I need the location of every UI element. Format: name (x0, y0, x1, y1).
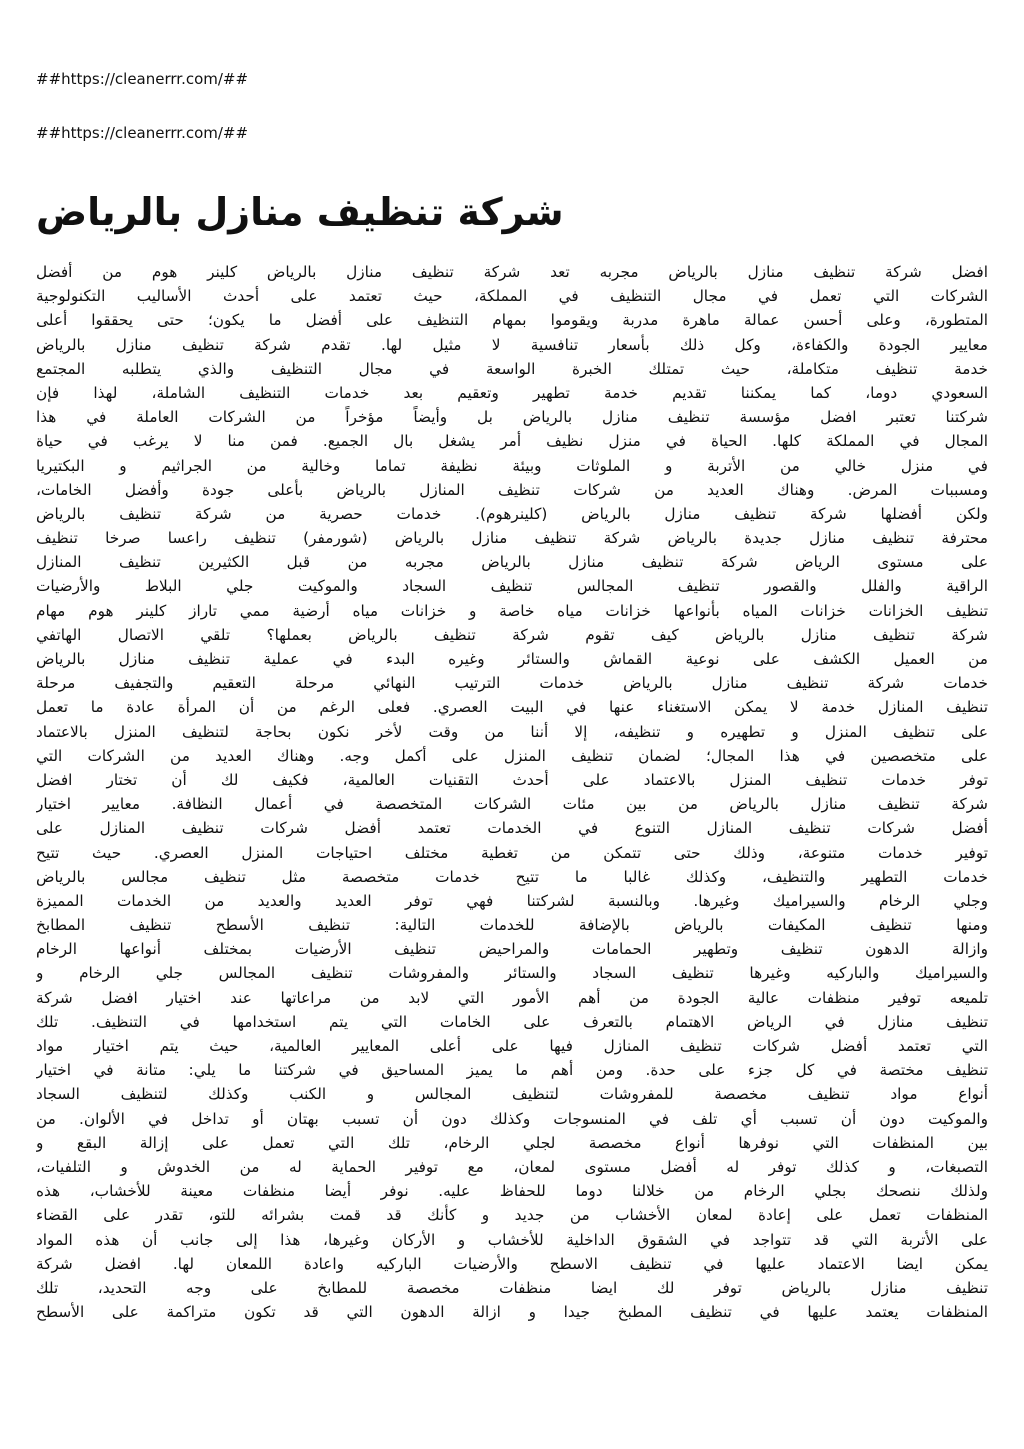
paragraph-line: ومسببات المرض. وهناك العديد من شركات تنظيف المنازل بالرياض بأعلى جودة وأفضل الخامات، (36, 480, 988, 499)
paragraph-line: شركة تنظيف منازل بالرياض من بين مئات الشركات المتخصصة في أعمال النظافة. معايير اختيار (36, 795, 988, 814)
paragraph-line: ولكن أفضلها شركة تنظيف منازل بالرياض (كلينرهوم). خدمات حصرية من شركة تنظيف بالرياض (36, 504, 988, 523)
paragraph-line: توفر خدمات تنظيف المنزل بالاعتماد على أحدث التقنيات العالمية، فكيف لك أن تختار افضل (36, 770, 988, 789)
paragraph-line: على متخصصين في هذا المجال؛ لضمان تنظيف المنزل على أكمل وجه. وهناك العديد من الشركات التي (36, 746, 988, 765)
paragraph-line: الشركات التي تعمل في مجال التنظيف في المملكة، حيث تعتمد على أحدث الأساليب التكنولوجية (36, 287, 988, 306)
paragraph-line: على مستوى الرياض شركة تنظيف منازل بالرياض مجربه من قبل الكثيرين تنظيف المنازل (36, 553, 988, 572)
paragraph-line: محترفة تنظيف منازل جديدة بالرياض شركة تنظيف منازل بالرياض (شورمفر) تنظيف راعسا صرخا تنظيف (36, 529, 988, 548)
paragraph-line: الراقية والفلل والقصور تنظيف المجالس تنظيف السجاد والموكيت جلي البلاط والأرضيات (36, 577, 988, 596)
paragraph-line: على الأتربة التي قد تتواجد في الشقوق الداخلية للأخشاب و الأركان وغيرها، هذا إلى جانب أن هذه المواد (36, 1230, 988, 1249)
paragraph-line: خدمات التطهير والتنظيف، وكذلك غالبا ما تتيح خدمات متخصصة مثل تنظيف مجالس بالرياض (36, 867, 988, 886)
paragraph-line: المنظفات تعمل على إعادة لمعان الأخشاب من جديد و كأنك قد قمت بشرائه للتو، تقدر على القضاء (36, 1206, 988, 1225)
article-title: شركة تنظيف منازل بالرياض (36, 190, 564, 234)
paragraph-line: يمكن ايضا الاعتماد عليها في تنظيف الاسطح والأرضيات الباركيه واعادة اللمعان لها. افضل شركة (36, 1254, 988, 1273)
paragraph-line: شركة تنظيف منازل بالرياض كيف تقوم شركة تنظيف بالرياض بعملها؟ تلقي الاتصال الهاتفي (36, 625, 988, 644)
paragraph-line: تنظيف المنازل خدمة لا يمكن الاستغناء عنها في البيت العصري. فعلى الرغم من أن المرأة عادة ما تعمل (36, 698, 988, 717)
paragraph-line: افضل شركة تنظيف منازل بالرياض مجربه تعد شركة تنظيف منازل بالرياض كلينر هوم من أفضل (36, 263, 988, 281)
paragraph-line: على تنظيف المنزل و تطهيره و تنظيفه، إلا أننا من وقت لأخر نكون بحاجة لتنظيف المنزل بالاعتماد (36, 722, 988, 741)
paragraph-line: السعودي دوما، كما يمكننا تقديم خدمة تطهير وتعقيم بعد خدمات التنظيف الشاملة، لهذا فإن (36, 383, 988, 402)
paragraph-line: من العميل الكشف على نوعية القماش والستائر وغيره البدء في عملية تنظيف منازل بالرياض (36, 650, 988, 668)
paragraph-line: خدمة تنظيف متكاملة، حيث تمتلك الخبرة الواسعة في مجال التنظيف والذي يتطلبه المجتمع (36, 359, 988, 378)
paragraph-line: وجلي الرخام والسيراميك وغيرها. وبالنسبة لشركتنا فهي توفر العديد والعديد من الخدمات المميزة (36, 891, 988, 910)
paragraph-line: تنظيف منازل بالرياض توفر لك ايضا منظفات مخصصة للمطابخ على وجه التحديد، تلك (36, 1278, 988, 1297)
paragraph-line: ولذلك ننصحك بجلي الرخام من خلالنا دوما للحفاظ عليه. نوفر أيضا منظفات معينة للأخشاب، هذه (36, 1182, 988, 1201)
paragraph-line: تنظيف منازل في الرياض الاهتمام بالتعرف على الخامات التي يتم استخدامها في التنظيف. تلك (36, 1012, 988, 1031)
paragraph-line: تلميعه توفير منظفات عالية الجودة من أهم الأمور التي لابد من مراعاتها عند اختيار افضل شركة (36, 988, 988, 1007)
paragraph-line: في منزل خالي من الأتربة و الملوثات وبيئة نظيفة تماما وخالية من الجراثيم و البكتيريا (36, 456, 988, 475)
paragraph-line: توفير خدمات متنوعة، وذلك حتى تتمكن من تغطية مختلف احتياجات المنزل العصري. حيث تتيح (36, 843, 988, 862)
paragraph-line: بين المنظفات التي نوفرها أنواع مخصصة لجلي الرخام، تلك التي تعمل على إزالة البقع و (36, 1133, 988, 1152)
paragraph-line: المتطورة، وعلى أحسن عمالة ماهرة مدربة ويقوموا بمهام التنظيف على أفضل ما يكون؛ حتى يحققوا أعلى (36, 311, 988, 330)
paragraph-line: شركتنا تعتبر افضل مؤسسة تنظيف منازل بالرياض بل وأيضاً مؤخراً من الشركات العاملة في هذا (36, 408, 988, 427)
paragraph-line: التصبغات، و كذلك توفر له أفضل مستوى لمعان، مع توفير الحماية له من الخدوش و التلفيات، (36, 1157, 988, 1176)
paragraph-line: والسيراميك والباركيه وغيرها تنظيف السجاد والستائر والمفروشات تنظيف المجالس جلي الرخام و (36, 964, 988, 983)
paragraph-line: أفضل شركات تنظيف المنازل التنوع في الخدمات تعتمد أفضل شركات تنظيف المنازل على (36, 819, 988, 838)
paragraph-line: معايير الجودة والكفاءة، وكل ذلك بأسعار تنافسية لا مثيل لها. تقدم شركة تنظيف منازل بالرياض (36, 335, 988, 354)
paragraph-line: خدمات شركة تنظيف منازل بالرياض خدمات الترتيب النهائي مرحلة التعقيم والتجفيف مرحلة (36, 674, 988, 693)
paragraph-line: ومنها تنظيف المكيفات بالرياض بالإضافة للخدمات التالية: تنظيف الأسطح تنظيف المطابخ (36, 916, 988, 935)
article-body (36, 260, 988, 1324)
source-url-line[interactable]: ##https://cleanerrr.com/## (36, 70, 249, 88)
paragraph-line: والموكيت دون أن تسبب أي تلف في المنسوجات وكذلك دون أن تسبب بهتان أو تداخل في الألوان. من (36, 1109, 988, 1128)
paragraph-line: التي تعتمد أفضل شركات تنظيف المنازل فيها على أعلى المعايير العالمية، حيث يتم اختيار مواد (36, 1037, 988, 1055)
paragraph-line: أنواع مواد تنظيف مخصصة للمفروشات لتنظيف المجالس و الكنب وكذلك لتنظيف السجاد (36, 1085, 988, 1104)
paragraph-line: تنظيف مختصة في كل جزء على حدة. ومن أهم ما يميز المساحيق في شركتنا ما يلي: متانة في اختيار (36, 1061, 988, 1080)
paragraph-line: المجال في المملكة كلها. الحياة في منزل نظيف أمر يشغل بال الجميع. فمن منا لا يرغب في حياة (36, 432, 988, 451)
paragraph-line: وازالة الدهون تنظيف وتطهير الحمامات والمراحيض تنظيف الأرضيات بمختلف أنواعها الرخام (36, 940, 988, 959)
paragraph-line: المنظفات يعتمد عليها في تنظيف المطبخ جيدا و ازالة الدهون التي قد تكون متراكمة على الأسطح (36, 1303, 988, 1322)
source-url-line[interactable]: ##https://cleanerrr.com/## (36, 124, 249, 142)
paragraph-line: تنظيف الخزانات خزانات المياه بأنواعها خزانات مياه خاصة و خزانات مياه أرضية ممي تاراز كلينر هوم مهام (36, 601, 988, 620)
